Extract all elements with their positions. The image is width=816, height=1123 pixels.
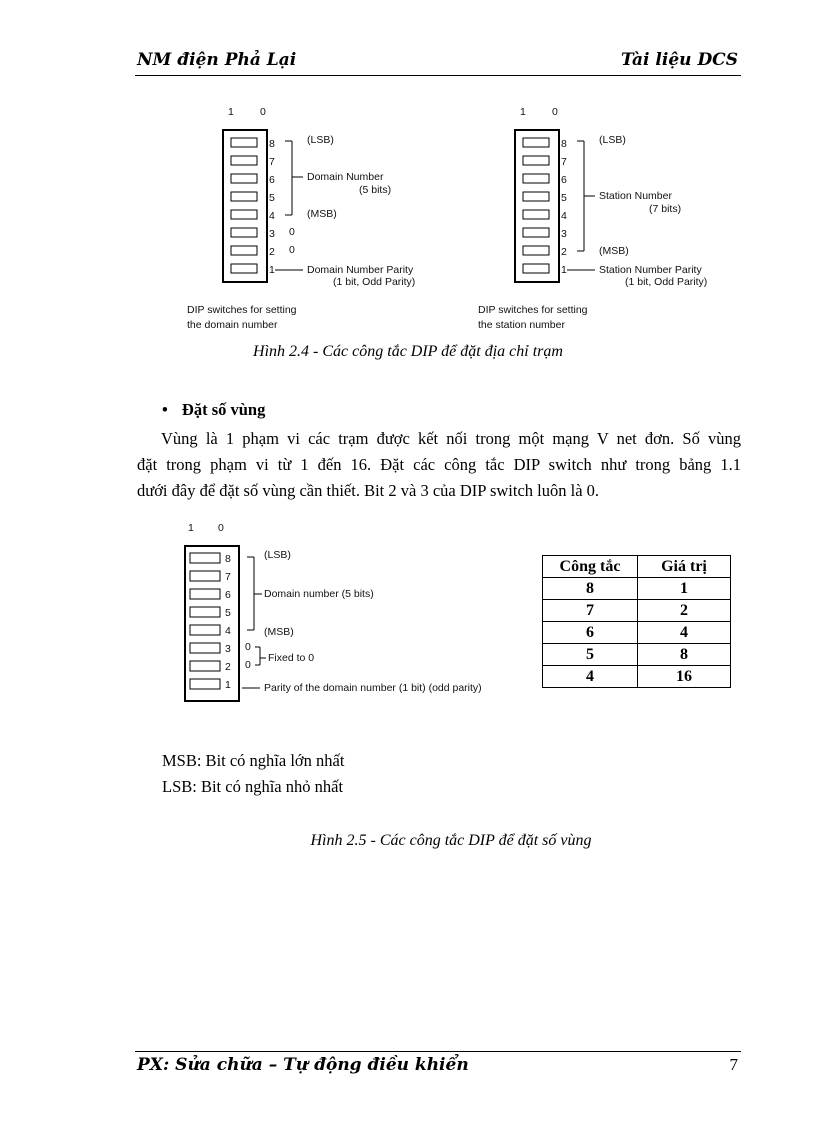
figure-2-4 <box>175 100 735 340</box>
switch-number: 2 <box>225 661 231 673</box>
table-row <box>543 600 731 622</box>
table-header-row <box>543 556 731 578</box>
table-cell: 7 <box>543 600 638 622</box>
switch-number: 5 <box>225 607 231 619</box>
lsb-label: (LSB) <box>264 549 291 561</box>
domain-number-label: Domain number (5 bits) <box>264 588 374 600</box>
switch-number: 7 <box>269 156 275 168</box>
station-bits-label: (7 bits) <box>649 203 682 215</box>
section-paragraph <box>137 426 741 504</box>
paragraph-line: Vùng là 1 phạm vi các trạm được kết nối trong một mạng V net đơn. Số vùng <box>161 429 741 448</box>
fixed-zero: 0 <box>289 226 295 238</box>
lsb-label: (LSB) <box>307 134 334 146</box>
table-row <box>543 578 731 600</box>
switch-number: 4 <box>269 210 275 222</box>
table-cell: 2 <box>638 600 731 622</box>
figure-2-5-diagram <box>180 518 520 708</box>
parity-label: Domain Number Parity <box>307 264 414 276</box>
table-cell: 16 <box>638 666 731 688</box>
header-rule <box>135 75 741 76</box>
table-cell: 1 <box>638 578 731 600</box>
col-label-0: 0 <box>552 106 558 118</box>
left-desc-line2: the domain number <box>187 319 278 331</box>
dip-switch-block-domain <box>223 130 303 282</box>
switch-number-list <box>225 550 231 694</box>
dip-switch-domain-diagram <box>180 518 520 708</box>
lsb-label: (LSB) <box>599 134 626 146</box>
switch-number: 7 <box>225 571 231 583</box>
table-cell: 5 <box>543 644 638 666</box>
msb-label: (MSB) <box>307 208 337 220</box>
switch-number: 7 <box>561 156 567 168</box>
col-label-0: 0 <box>218 522 224 534</box>
right-desc-line2: the station number <box>478 319 565 331</box>
switch-number-list <box>269 135 275 279</box>
col-label-1: 1 <box>188 522 194 534</box>
page-number: 7 <box>729 1055 738 1074</box>
dip-switch-block-station <box>515 130 595 282</box>
table-row <box>543 644 731 666</box>
figure-2-4-caption: Hình 2.4 - Các công tắc DIP để đặt địa chỉ trạm <box>253 343 563 360</box>
parity-detail: (1 bit, Odd Parity) <box>333 276 416 288</box>
switch-number: 1 <box>225 679 231 691</box>
footer-left: PX: Sửa chữa – Tự động điều khiển <box>137 1055 469 1075</box>
domain-number-label: Domain Number <box>307 171 384 183</box>
switch-number: 1 <box>269 264 275 276</box>
fixed-zero: 0 <box>245 641 251 653</box>
table-cell: 8 <box>638 644 731 666</box>
switch-number: 2 <box>561 246 567 258</box>
switch-number: 5 <box>269 192 275 204</box>
switch-number: 8 <box>269 138 275 150</box>
bullet-heading <box>162 400 265 420</box>
switch-number: 5 <box>561 192 567 204</box>
table-header: Giá trị <box>638 556 731 578</box>
switch-number: 1 <box>561 264 567 276</box>
fixed-zero: 0 <box>289 244 295 256</box>
col-label-1: 1 <box>228 106 234 118</box>
paragraph-line: dưới đây để đặt số vùng cần thiết. Bit 2 và 3 của DIP switch luôn là 0. <box>137 481 600 500</box>
switch-number: 3 <box>561 228 567 240</box>
table-cell: 6 <box>543 622 638 644</box>
switch-value-table <box>542 555 731 688</box>
bullet-title: Đặt số vùng <box>181 400 266 419</box>
header-right: Tài liệu DCS <box>621 50 738 70</box>
parity-label: Station Number Parity <box>599 264 702 276</box>
table-cell: 8 <box>543 578 638 600</box>
footer-rule <box>135 1051 741 1052</box>
note-lsb: LSB: Bit có nghĩa nhỏ nhất <box>162 777 344 796</box>
station-number-label: Station Number <box>599 190 672 202</box>
table-row <box>543 666 731 688</box>
switch-number: 8 <box>561 138 567 150</box>
right-desc-line1: DIP switches for setting <box>478 304 588 316</box>
bullet-icon: • <box>162 400 168 419</box>
msb-label: (MSB) <box>599 245 629 257</box>
col-label-1: 1 <box>520 106 526 118</box>
figure-2-5-caption: Hình 2.5 - Các công tắc DIP để đặt số vùng <box>310 832 592 849</box>
switch-number: 4 <box>225 625 231 637</box>
switch-number: 6 <box>225 589 231 601</box>
note-msb: MSB: Bit có nghĩa lớn nhất <box>162 751 345 770</box>
paragraph-line: đặt trong phạm vi từ 1 đến 16. Đặt các công tắc DIP switch như trong bảng 1.1 <box>137 455 741 474</box>
parity-detail: (1 bit, Odd Parity) <box>625 276 708 288</box>
header-left: NM điện Phả Lại <box>137 50 297 70</box>
col-label-0: 0 <box>260 106 266 118</box>
switch-number: 2 <box>269 246 275 258</box>
switch-number: 3 <box>269 228 275 240</box>
msb-label: (MSB) <box>264 626 294 638</box>
fixed-zero: 0 <box>245 659 251 671</box>
table-row <box>543 622 731 644</box>
switch-number: 8 <box>225 553 231 565</box>
switch-number: 4 <box>561 210 567 222</box>
parity-label: Parity of the domain number (1 bit) (odd parity) <box>264 682 482 694</box>
switch-number-list <box>561 135 567 279</box>
switch-number: 6 <box>269 174 275 186</box>
switch-number: 6 <box>561 174 567 186</box>
domain-bits-label: (5 bits) <box>359 184 392 196</box>
left-desc-line1: DIP switches for setting <box>187 304 297 316</box>
table-cell: 4 <box>638 622 731 644</box>
switch-number: 3 <box>225 643 231 655</box>
fixed-label: Fixed to 0 <box>268 652 315 664</box>
table-cell: 4 <box>543 666 638 688</box>
table-header: Công tắc <box>543 556 638 578</box>
